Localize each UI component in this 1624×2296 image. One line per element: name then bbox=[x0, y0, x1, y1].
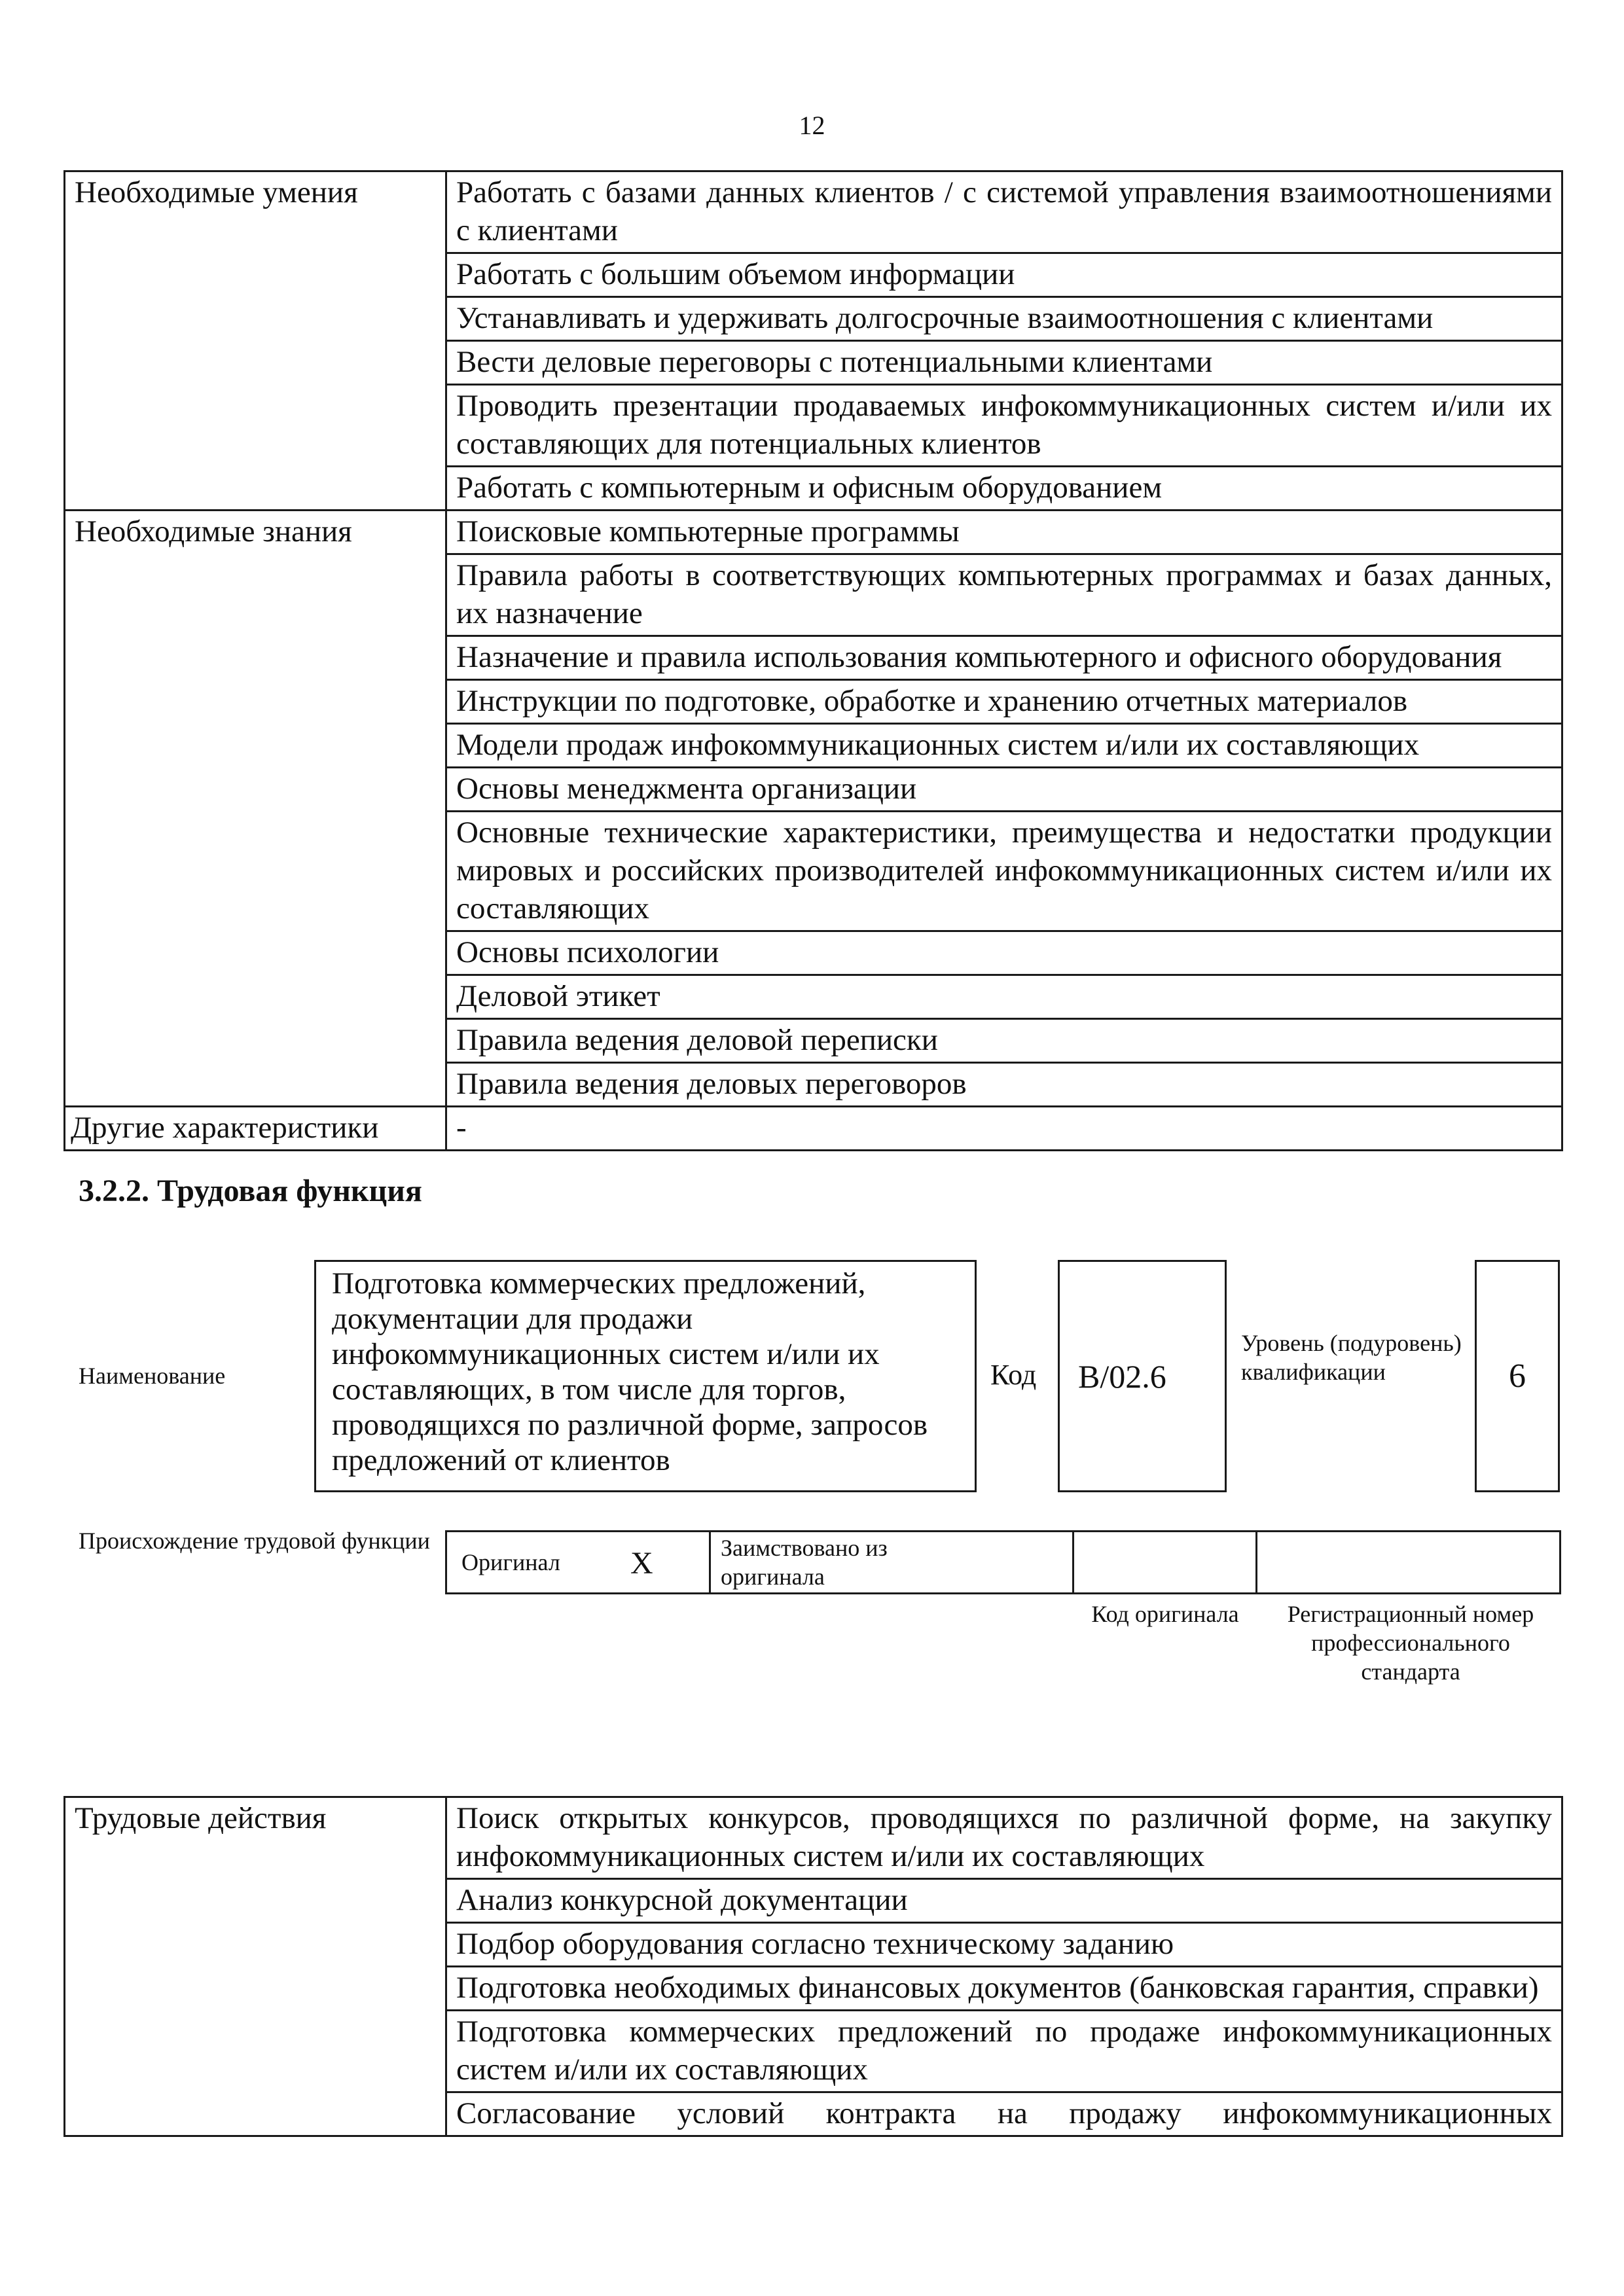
divider bbox=[709, 1532, 711, 1592]
section-heading: 3.2.2. Трудовая функция bbox=[79, 1174, 422, 1208]
origin-label: Происхождение трудовой функции bbox=[79, 1528, 430, 1554]
list-item: Основы психологии bbox=[446, 931, 1562, 975]
list-item: Проводить презентации продаваемых инфокоммуникационных систем и/или их составляющих для потенциальных клиентов bbox=[446, 385, 1562, 467]
list-item: Подбор оборудования согласно техническому заданию bbox=[446, 1923, 1562, 1967]
borrowed-label: Заимствовано из оригинала bbox=[721, 1535, 888, 1590]
list-item: Анализ конкурсной документации bbox=[446, 1879, 1562, 1923]
origin-table bbox=[445, 1530, 1561, 1594]
table-row bbox=[65, 1107, 1562, 1151]
function-name-box: Подготовка коммерческих предложений, документации для продажи инфокоммуникационных систем и/или их составляющих, в том числе для торгов, проводящихся по различной форме, запросов предложений от клиентов bbox=[314, 1260, 977, 1492]
list-item: Инструкции по подготовке, обработке и хранению отчетных материалов bbox=[446, 680, 1562, 724]
list-item: Основные технические характеристики, преимущества и недостатки продукции мировых и российских производителей инфокоммуникационных систем и/или их составляющих bbox=[446, 812, 1562, 931]
code-original-caption: Код оригинала bbox=[1091, 1601, 1239, 1627]
list-item: Деловой этикет bbox=[446, 975, 1562, 1019]
list-item: Поисковые компьютерные программы bbox=[446, 511, 1562, 554]
list-item: Правила ведения деловой переписки bbox=[446, 1019, 1562, 1063]
list-item: Работать с большим объемом информации bbox=[446, 253, 1562, 297]
table-row bbox=[65, 171, 1562, 253]
table-row bbox=[65, 511, 1562, 554]
code-label: Код bbox=[990, 1359, 1037, 1391]
skills-knowledge-table bbox=[63, 170, 1563, 1151]
level-label: Уровень (подуровень) квалификации bbox=[1241, 1330, 1462, 1385]
level-value: 6 bbox=[1475, 1260, 1560, 1492]
list-item: - bbox=[446, 1107, 1562, 1151]
reg-number-caption: Регистрационный номер профессионального стандарта bbox=[1287, 1601, 1534, 1685]
list-item: Поиск открытых конкурсов, проводящихся по различной форме, на закупку инфокоммуникационных систем и/или их составляющих bbox=[446, 1797, 1562, 1879]
list-item: Подготовка коммерческих предложений по продаже инфокоммуникационных систем и/или их составляющих bbox=[446, 2011, 1562, 2092]
list-item: Работать с базами данных клиентов / с системой управления взаимоотношениями с клиентами bbox=[446, 171, 1562, 253]
list-item: Подготовка необходимых финансовых документов (банковская гарантия, справки) bbox=[446, 1967, 1562, 2011]
list-item: Вести деловые переговоры с потенциальными клиентами bbox=[446, 341, 1562, 385]
list-item: Правила ведения деловых переговоров bbox=[446, 1063, 1562, 1107]
row-label-knowledge: Необходимые знания bbox=[65, 511, 446, 1107]
list-item: Устанавливать и удерживать долгосрочные взаимоотношения с клиентами bbox=[446, 297, 1562, 341]
divider bbox=[1072, 1532, 1074, 1592]
row-label-other: Другие характеристики bbox=[65, 1107, 446, 1151]
labour-actions-table bbox=[63, 1796, 1563, 2137]
divider bbox=[1255, 1532, 1257, 1592]
list-item: Модели продаж инфокоммуникационных систем и/или их составляющих bbox=[446, 724, 1562, 768]
row-label-actions: Трудовые действия bbox=[65, 1797, 446, 2136]
list-item: Основы менеджмента организации bbox=[446, 768, 1562, 812]
list-item: Назначение и правила использования компьютерного и офисного оборудования bbox=[446, 636, 1562, 680]
original-label: Оригинал bbox=[461, 1549, 560, 1575]
list-item: Согласование условий контракта на продажу инфокоммуникационных bbox=[446, 2092, 1562, 2136]
original-mark: X bbox=[630, 1546, 653, 1581]
list-item: Работать с компьютерным и офисным оборудованием bbox=[446, 467, 1562, 511]
row-label-skills: Необходимые умения bbox=[65, 171, 446, 511]
page-number: 12 bbox=[799, 111, 825, 140]
code-value: B/02.6 bbox=[1058, 1260, 1227, 1492]
table-row bbox=[65, 1797, 1562, 1879]
name-label: Наименование bbox=[79, 1363, 226, 1389]
list-item: Правила работы в соответствующих компьютерных программах и базах данных, их назначение bbox=[446, 554, 1562, 636]
